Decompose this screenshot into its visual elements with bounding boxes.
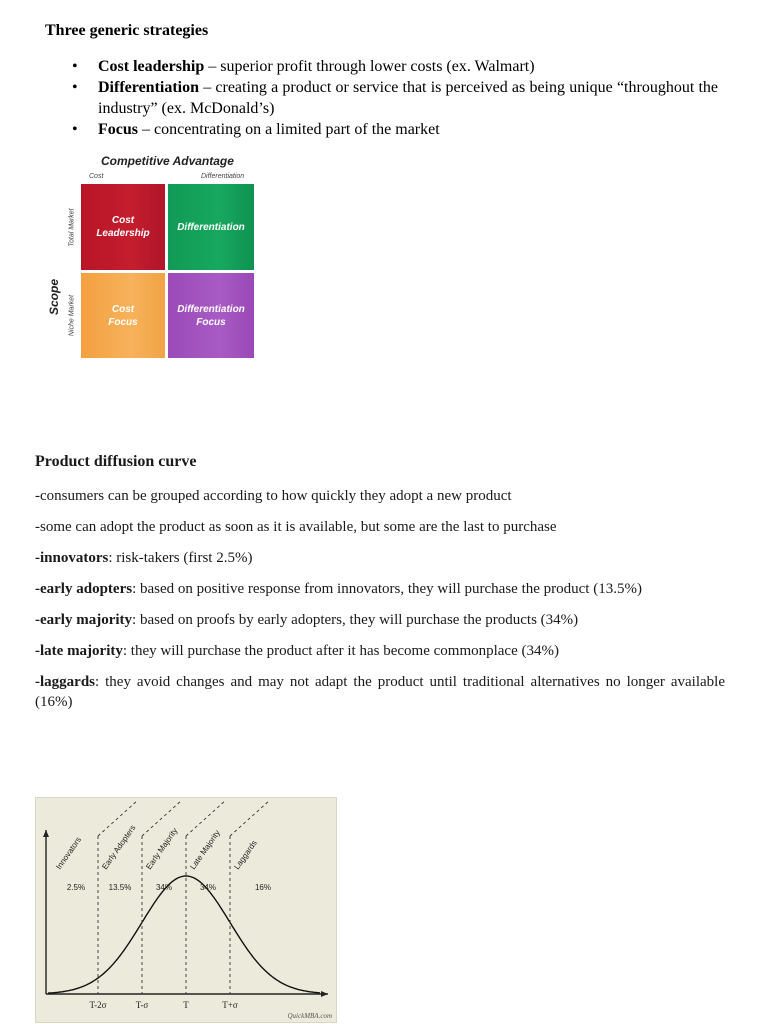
line-term: -early adopters xyxy=(35,581,133,597)
bullet-term: Cost leadership xyxy=(98,58,205,75)
differentiation-focus-cell xyxy=(168,273,254,358)
bullet-text: – concentrating on a limited part of the market xyxy=(138,121,440,138)
list-item xyxy=(72,77,718,119)
x-tick-label: T-σ xyxy=(135,1000,149,1010)
line-term: -innovators xyxy=(35,550,109,566)
category-label: Early Majority xyxy=(144,826,180,872)
x-axis-arrow xyxy=(321,991,328,997)
bullet-term: Differentiation xyxy=(98,79,200,96)
line-text: : based on positive response from innovators, they will purchase the product (13.5%) xyxy=(132,581,642,597)
differentiation-cell xyxy=(168,184,254,270)
text-line xyxy=(35,672,725,712)
data-label: 13.5% xyxy=(108,883,132,892)
cost-leadership-cell xyxy=(81,184,165,270)
competitive-advantage-matrix xyxy=(45,152,260,364)
strategies-heading: Three generic strategies xyxy=(45,22,209,39)
line-term: -late majority xyxy=(35,643,123,659)
text-line xyxy=(35,579,725,599)
line-text: : they avoid changes and may not adapt the product until traditional alternatives no longer available (16%) xyxy=(35,674,725,710)
x-tick-label: T xyxy=(183,1000,189,1010)
cell-label: Cost Leadership xyxy=(96,215,150,239)
line-text: : risk-takers (first 2.5%) xyxy=(108,550,253,566)
strategies-list xyxy=(72,56,718,140)
matrix-row-niche-market: Niche Market xyxy=(68,294,76,337)
watermark-text: QuickMBA.com xyxy=(287,1012,332,1020)
cell-label: Differentiation xyxy=(177,221,245,233)
line-text: : based on proofs by early adopters, they will purchase the products (34%) xyxy=(132,612,579,628)
diffusion-chart-svg xyxy=(36,798,336,1022)
text-line xyxy=(35,610,725,630)
list-item xyxy=(72,56,718,77)
boundary-slant xyxy=(186,800,226,836)
bullet-text: – superior profit through lower costs (ex. Walmart) xyxy=(204,58,535,75)
diffusion-heading: Product diffusion curve xyxy=(35,453,197,470)
text-line xyxy=(35,517,725,537)
text-line xyxy=(35,548,725,568)
line-text: -consumers can be grouped according to how quickly they adopt a new product xyxy=(35,488,512,504)
line-term: -early majority xyxy=(35,612,133,628)
text-line xyxy=(35,486,725,506)
matrix-col-differentiation: Differentiation xyxy=(201,173,245,180)
line-text: -some can adopt the product as soon as it is available, but some are the last to purchase xyxy=(35,519,557,535)
matrix-title: Competitive Advantage xyxy=(101,154,234,168)
diffusion-curve xyxy=(48,876,320,993)
line-term: -laggards xyxy=(35,674,95,690)
x-tick-label: T+σ xyxy=(222,1000,238,1010)
y-axis-arrow xyxy=(43,830,49,837)
cost-focus-cell xyxy=(81,273,165,358)
matrix-scope-label: Scope xyxy=(47,279,61,316)
line-text: : they will purchase the product after it has become commonplace (34%) xyxy=(122,643,559,659)
diffusion-section xyxy=(35,452,725,723)
data-label: 34% xyxy=(199,883,217,892)
category-label: Laggards xyxy=(232,838,259,872)
matrix-col-cost: Cost xyxy=(89,173,104,180)
diffusion-chart xyxy=(35,797,337,1023)
category-label: Early Adopters xyxy=(100,823,138,872)
matrix-row-total-market: Total Market xyxy=(68,208,76,247)
data-label: 2.5% xyxy=(66,883,86,892)
cell-label: Cost Focus xyxy=(108,303,138,328)
list-item xyxy=(72,119,718,140)
bullet-term: Focus xyxy=(98,121,138,138)
cell-label: Differentiation Focus xyxy=(177,303,245,328)
x-tick-label: T-2σ xyxy=(89,1000,107,1010)
text-line xyxy=(35,641,725,661)
data-label: 16% xyxy=(254,883,272,892)
data-label: 34% xyxy=(155,883,173,892)
category-label: Innovators xyxy=(54,835,84,872)
boundary-slant xyxy=(230,800,270,836)
bullet-text: – creating a product or service that is perceived as being unique “throughout the industry” (ex. McDonald’s) xyxy=(98,79,718,117)
category-label: Late Majority xyxy=(188,828,222,872)
